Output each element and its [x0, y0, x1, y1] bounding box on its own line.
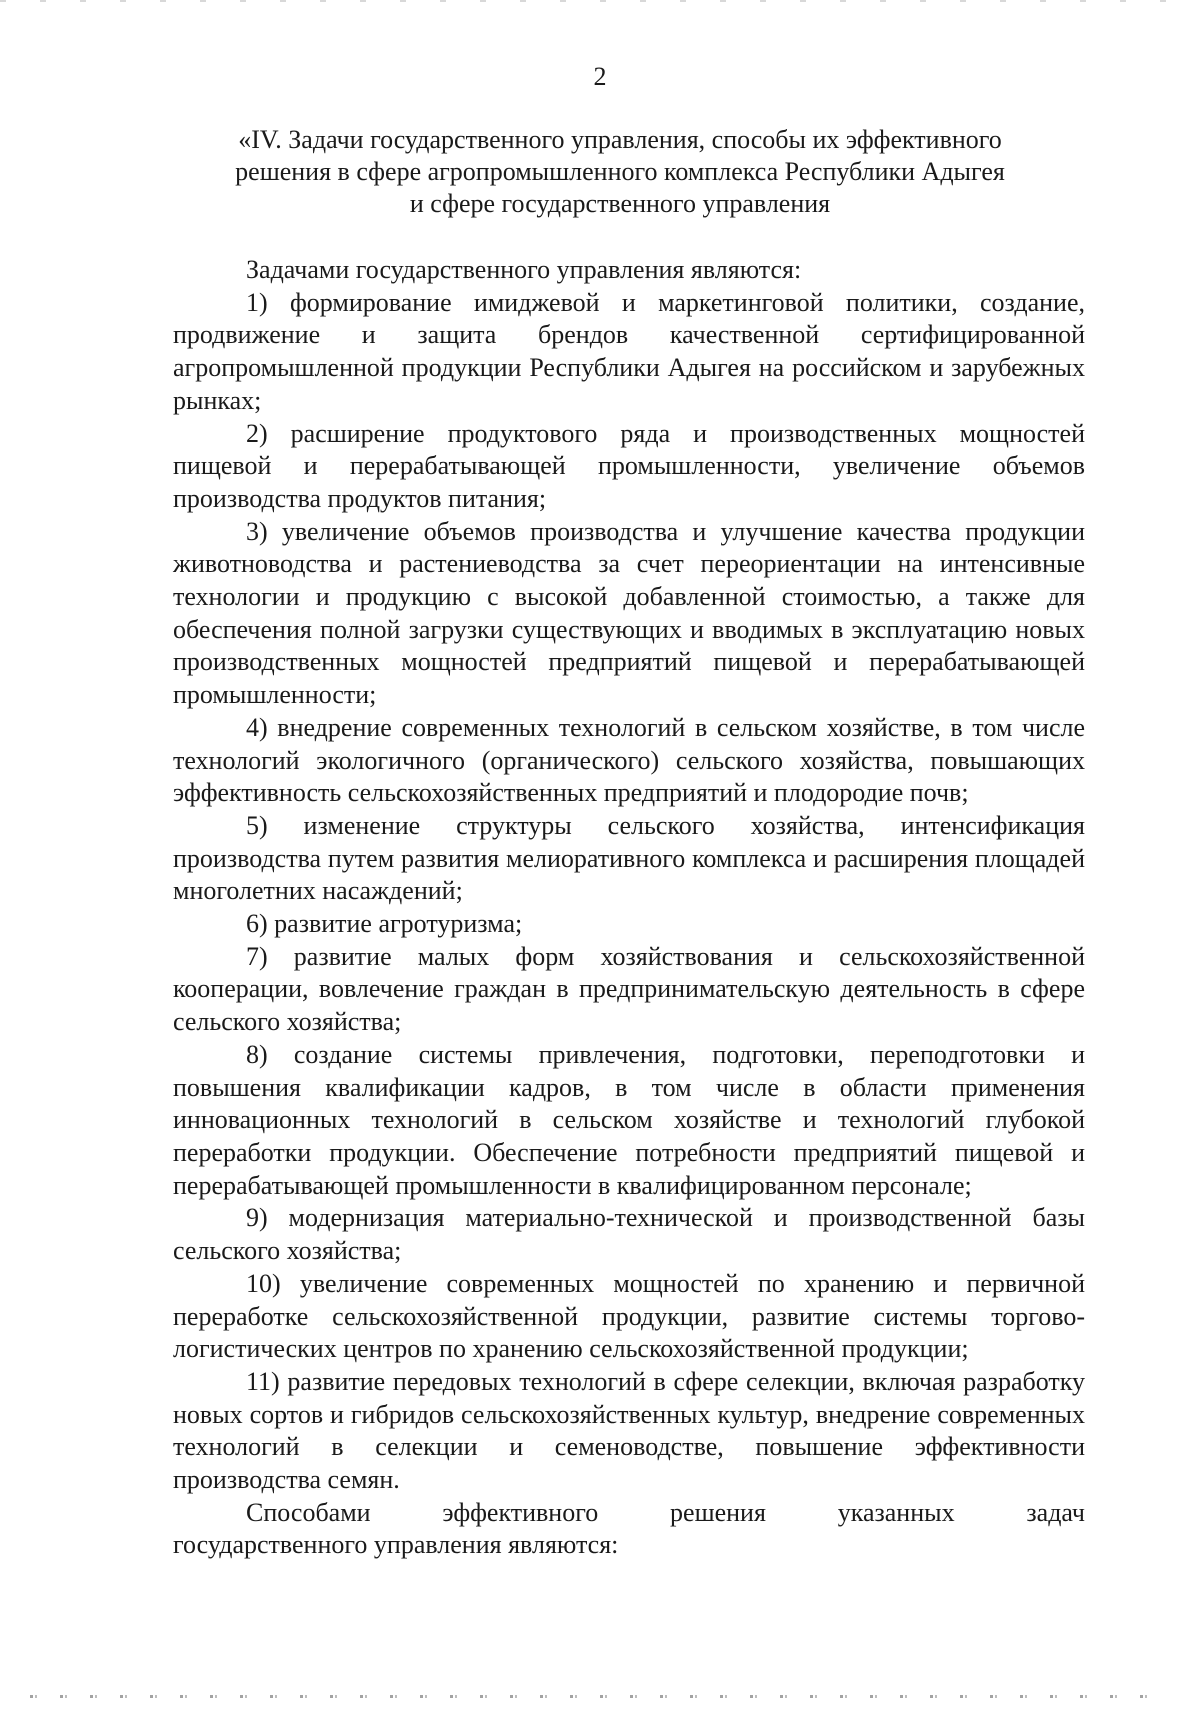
section-heading — [160, 124, 1080, 220]
list-item-10: 10) увеличение современных мощностей по хранению и первичной переработке сельскохозяйственной продукции, развитие системы торгово-логистических центров по хранению сельскохозяйственной продукции; — [173, 1268, 1085, 1364]
list-item-1: 1) формирование имиджевой и маркетинговой политики, создание, продвижение и защита брендов качественной сертифицированной агропромышленной продукции Республики Адыгея на российском и зарубежных рынках; — [173, 287, 1085, 415]
list-item-6: 6) развитие агротуризма; — [246, 909, 523, 939]
list-item-8: 8) создание системы привлечения, подготовки, переподготовки и повышения квалификации кадров, в том числе в области применения инновационных технологий в сельском хозяйстве и технологий глубокой переработки продукции. Обеспечение потребности предприятий пищевой и перерабатывающей промышленности в квалифицированном персонале; — [173, 1039, 1085, 1200]
list-item-3: 3) увеличение объемов производства и улучшение качества продукции животноводства и растениеводства за счет переориентации на интенсивные технологии и продукцию с высокой добавленной стоимостью, а также для обеспечения полной загрузки существующих и вводимых в эксплуатацию новых производственных мощностей предприятий пищевой и перерабатывающей промышленности; — [173, 516, 1085, 710]
document-body — [173, 254, 1085, 1562]
list-item-4: 4) внедрение современных технологий в сельском хозяйстве, в том числе технологий экологичного (органического) сельского хозяйства, повышающих эффективность сельскохозяйственных предприятий и плодородие почв; — [173, 712, 1085, 808]
intro-paragraph: Задачами государственного управления являются: — [246, 255, 802, 284]
list-item-2: 2) расширение продуктового ряда и производственных мощностей пищевой и перерабатывающей промышленности, увеличение объемов производства продуктов питания; — [173, 418, 1085, 513]
list-item-9: 9) модернизация материально-технической и производственной базы сельского хозяйства; — [173, 1203, 1085, 1266]
closing-paragraph-line-2: государственного управления являются: — [173, 1530, 619, 1560]
list-item-7: 7) развитие малых форм хозяйствования и сельскохозяйственной кооперации, вовлечение граждан в предпринимательскую деятельность в сфере сельского хозяйства; — [173, 941, 1085, 1037]
list-item-11: 11) развитие передовых технологий в сфере селекции, включая разработку новых сортов и гибридов сельскохозяйственных культур, внедрение современных технологий в селекции и семеноводстве, повышение эффективности производства семян. — [173, 1366, 1085, 1495]
heading-line-2: решения в сфере агропромышленного комплекса Республики Адыгея — [235, 157, 1005, 186]
scan-artifact-top — [0, 0, 1200, 2]
heading-line-1: «IV. Задачи государственного управления, способы их эффективного — [238, 125, 1002, 154]
heading-line-3: и сфере государственного управления — [409, 189, 831, 218]
scan-artifact-bottom — [30, 1695, 1170, 1698]
page-number: 2 — [593, 62, 607, 91]
closing-paragraph-line-1: Способами эффективного решения указанных задач — [246, 1497, 1085, 1527]
list-item-5: 5) изменение структуры сельского хозяйства, интенсификация производства путем развития мелиоративного комплекса и расширения площадей многолетних насаждений; — [173, 810, 1085, 906]
